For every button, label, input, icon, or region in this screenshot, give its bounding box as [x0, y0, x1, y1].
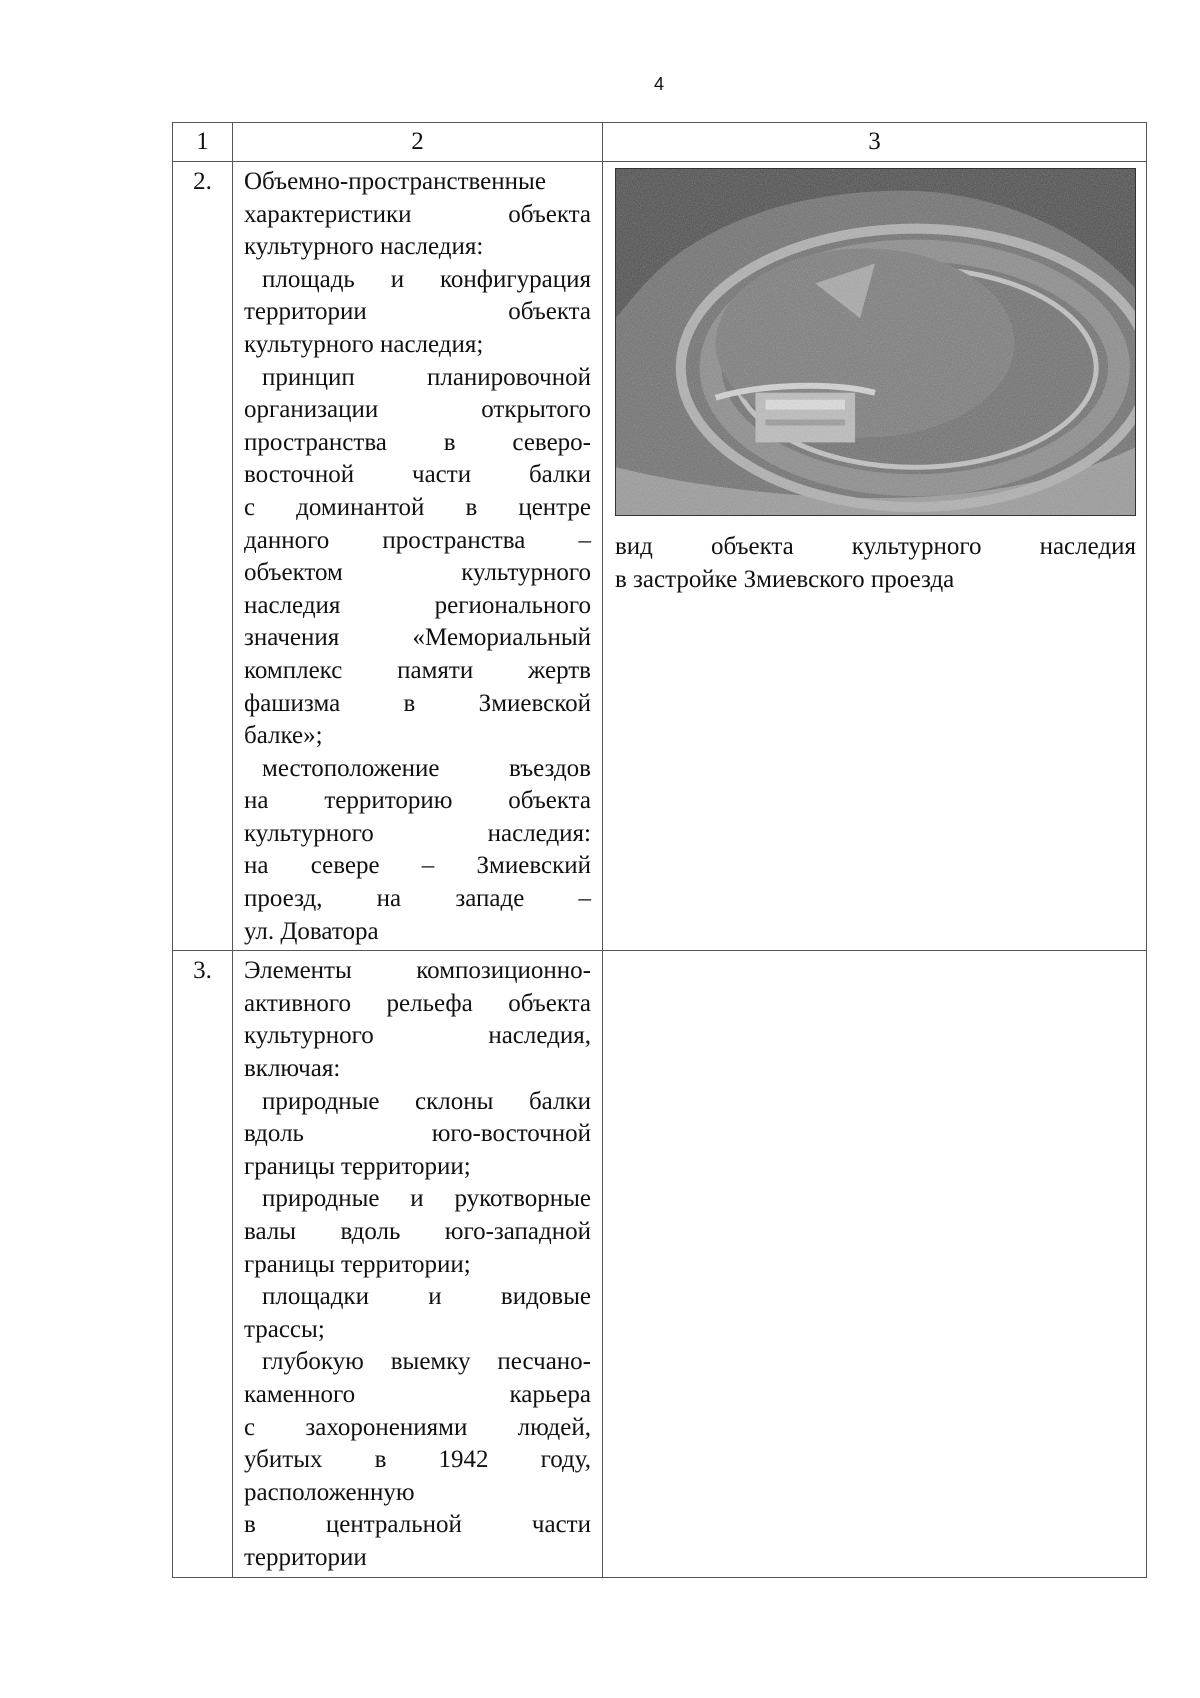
text-line: объектом культурного — [244, 559, 591, 587]
header-col-1: 1 — [173, 123, 233, 162]
row-number: 3. — [173, 951, 233, 1577]
text-line: площадки и видовые — [262, 1283, 591, 1311]
text-line: культурного наследия: — [244, 233, 484, 261]
text-line: территории объекта — [244, 298, 591, 326]
table-row — [173, 951, 1147, 1577]
text-line: ул. Доватора — [244, 917, 379, 945]
document-table — [172, 122, 1147, 1578]
text-line: площадь и конфигурация — [262, 265, 591, 293]
text-line: валы вдоль юго-западной — [244, 1218, 591, 1245]
text-line: в застройке Змиевского проезда — [615, 565, 955, 593]
text-line: пространства в северо- — [244, 428, 591, 456]
text-line: природные склоны балки — [262, 1087, 591, 1115]
row-illustration — [603, 162, 1147, 951]
text-line: культурного наследия; — [244, 330, 484, 358]
text-line: Объемно-пространственные — [244, 168, 546, 195]
memorial-aerial-photo — [615, 168, 1136, 516]
row-description — [233, 951, 603, 1577]
text-line: трассы; — [244, 1315, 325, 1343]
table-row — [173, 162, 1147, 951]
text-line: убитых в 1942 году, — [244, 1446, 591, 1474]
text-line: с доминантой в центре — [244, 493, 591, 521]
text-line: вдоль юго-восточной — [244, 1120, 591, 1148]
row-illustration-empty — [603, 951, 1147, 1577]
text-line: Элементы композиционно- — [244, 957, 591, 985]
text-line: с захоронениями людей, — [244, 1413, 591, 1441]
text-line: фашизма в Змиевской — [244, 689, 591, 717]
row-number: 2. — [173, 162, 233, 951]
text-line: расположенную — [244, 1478, 415, 1506]
header-col-2: 2 — [233, 123, 603, 162]
text-line: принцип планировочной — [262, 363, 591, 391]
text-line: границы территории; — [244, 1250, 471, 1278]
row-description — [233, 162, 603, 951]
page-number: 4 — [653, 74, 664, 94]
text-line: природные и рукотворные — [262, 1185, 591, 1213]
text-line: комплекс памяти жертв — [244, 656, 591, 684]
text-line: восточной части балки — [244, 461, 591, 489]
text-line: балке»; — [244, 722, 323, 750]
text-line: границы территории; — [244, 1152, 471, 1180]
table-header-row — [173, 123, 1147, 162]
text-line: местоположение въездов — [262, 754, 591, 782]
text-line: включая: — [244, 1055, 341, 1083]
text-line: на территорию объекта — [244, 787, 591, 815]
text-line: на севере – Змиевский — [244, 852, 591, 880]
text-line: культурного наследия, — [244, 1022, 591, 1050]
text-line: организации открытого — [244, 396, 591, 424]
text-line: вид объекта культурного наследия — [615, 533, 1136, 560]
text-line: значения «Мемориальный — [244, 624, 591, 652]
text-line: активного рельефа объекта — [244, 989, 591, 1017]
text-line: наследия регионального — [244, 591, 591, 619]
illustration-caption — [615, 531, 1136, 596]
text-line: характеристики объекта — [244, 200, 591, 228]
text-line: культурного наследия: — [244, 819, 591, 847]
text-line: глубокую выемку песчано- — [262, 1348, 591, 1376]
text-line: данного пространства – — [244, 526, 591, 554]
text-line: проезд, на западе – — [244, 885, 591, 913]
text-line: каменного карьера — [244, 1380, 591, 1408]
text-line: в центральной части — [244, 1511, 591, 1539]
header-col-3: 3 — [603, 123, 1147, 162]
text-line: территории — [244, 1543, 367, 1571]
